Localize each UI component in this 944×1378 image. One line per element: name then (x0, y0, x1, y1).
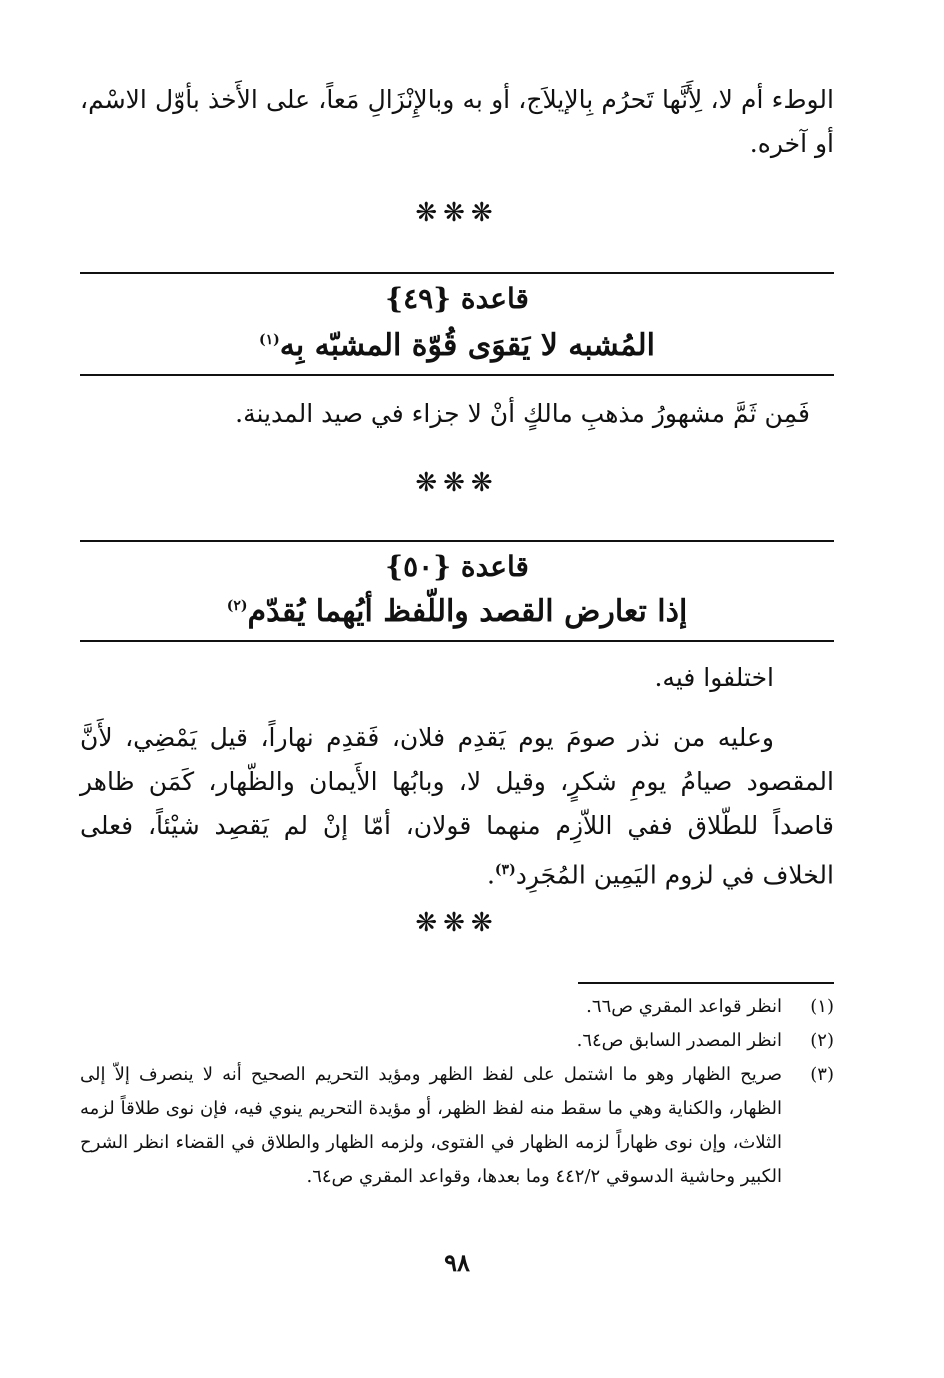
footnote-text: انظر المصدر السابق ص٦٤. (576, 1030, 782, 1051)
heading-top-rule (80, 272, 834, 274)
footnote-marker: (٢) (810, 1030, 834, 1051)
rule-50-number: قاعدة {٥٠} (385, 550, 529, 583)
rule-50-title (80, 594, 834, 629)
footnote-text: صريح الظهار وهو ما اشتمل على لفظ الظهر ومؤيد التحريم الصحيح أنه لا ينصرف إلاّ إلى الظهار، والكناية وهي ما سقط منه لفظ الظهر، أو مؤيدة التحريم ينوي فيه، فإن نوى طلاقاً لزمه الثلاث، وإن نوى ظهاراً لزمه الظهار في الفتوى، ولزمه الظهار والطلاق في القضاء انظر الشرح الكبير وحاشية الدسوقي ٤٤٢/٢ وما بعدها، وقواعد المقري ص٦٤. (80, 1064, 782, 1187)
page-number: ٩٨ (444, 1248, 470, 1277)
section-separator: ❋❋❋ (415, 908, 499, 938)
footnote-3 (80, 1058, 834, 1194)
section-separator: ❋❋❋ (415, 468, 499, 498)
rule-50-body-2-text: وعليه من نذر صومَ يوم يَقدِم فلان، فَقدِم نهاراً، قيل يَمْضِي، لأَنَّ المقصود صيامُ يومِ شكرٍ، وقيل لا، وبابُها الأَيمان والظّهار، كَمَن ظاهر قاصداً للطّلاق ففي اللاّزِم منهما قولان، أمّا إنْ لم يَقصِد شيْئاً، فعلى الخلاف في لزوم اليَمِين المُجَرِد (80, 723, 834, 890)
footnote-2 (80, 1024, 834, 1058)
rule-49-number: قاعدة {٤٩} (385, 282, 529, 315)
footnote-ref-2[interactable]: (٢) (226, 598, 248, 614)
rule-49-title (80, 328, 834, 363)
footnote-divider (578, 982, 834, 984)
rule-50-body-2 (80, 716, 834, 897)
footnote-1 (80, 990, 834, 1024)
rule-50-body-1: اختلفوا فيه. (654, 663, 774, 692)
footnote-marker: (١) (810, 996, 834, 1017)
heading-top-rule (80, 540, 834, 542)
section-separator: ❋❋❋ (415, 198, 499, 228)
intro-paragraph: الوطء أم لا، لِأَنَّها تَحرُم بِالإيلاَج، أو به وبالإِنْزَالِ مَعاً، على الأَخذ بأوّل الاسْم، أو آخره. (80, 85, 834, 158)
footnote-marker: (٣) (810, 1064, 834, 1085)
footnote-ref-3[interactable]: (٣) (494, 862, 516, 878)
rule-49-body: فَمِن ثَمَّ مشهورُ مذهبِ مالكٍ أنْ لا جزاء في صيد المدينة. (235, 399, 810, 428)
rule-50-body-2-end: . (486, 860, 495, 890)
document-page (80, 0, 834, 1378)
heading-bottom-rule (80, 374, 834, 376)
heading-bottom-rule (80, 640, 834, 642)
rule-50-title-text: إذا تعارض القصد واللّفظ أيُهما يُقدّم (247, 594, 688, 629)
footnote-text: انظر قواعد المقري ص٦٦. (586, 996, 782, 1017)
footnote-ref-1[interactable]: (١) (258, 332, 280, 348)
rule-49-title-text: المُشبه لا يَقوَى قُوّة المشبّه بِه (279, 328, 656, 363)
footnotes (80, 990, 834, 1194)
